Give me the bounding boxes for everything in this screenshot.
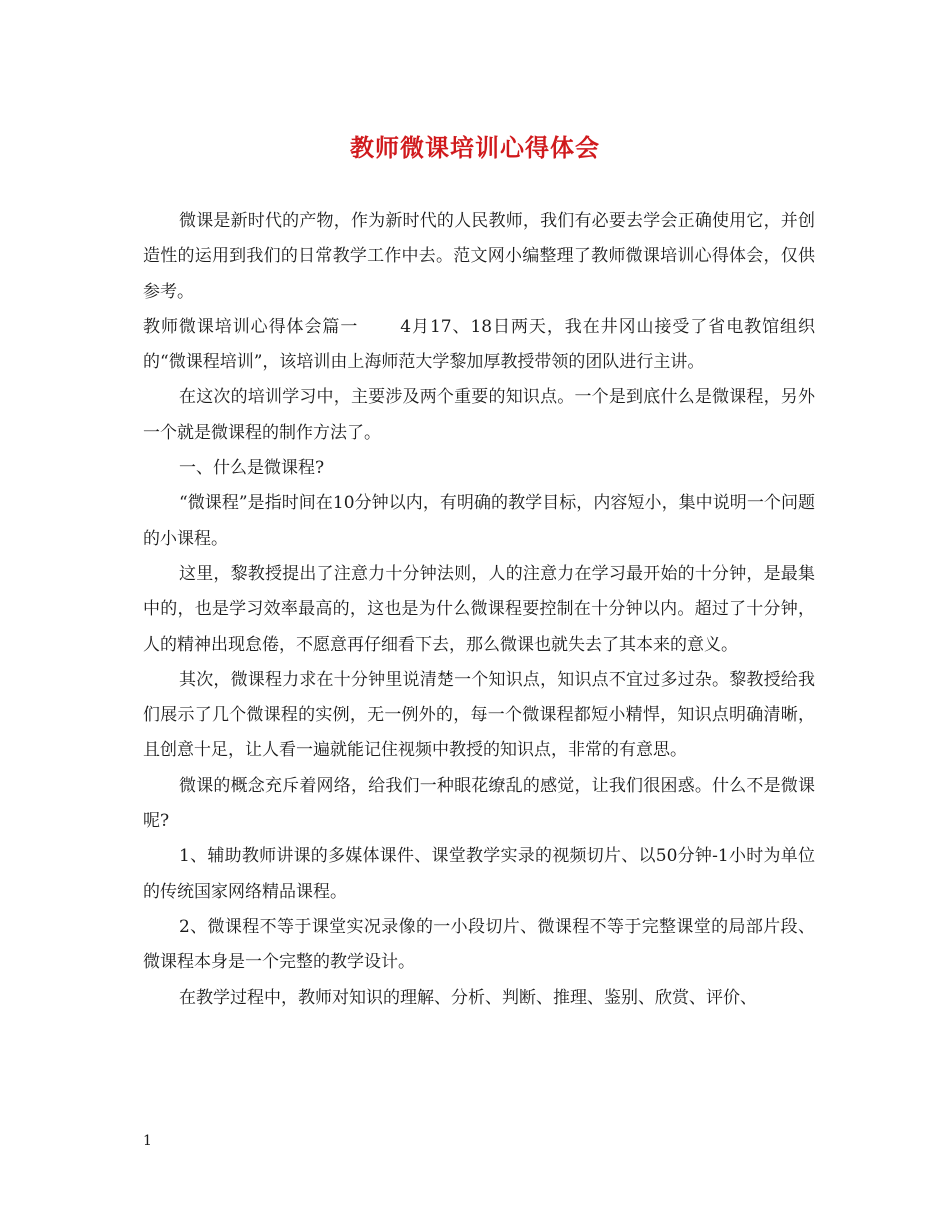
section-text: 4月17、18日两天，我在井冈山接受了省电教馆组织的“微课程培训”，该培训由上海师范大学黎加厚教授带领的团队进行主讲。 — [143, 316, 815, 373]
document-title: 教师微课培训心得体会 — [350, 133, 600, 162]
body-paragraph: 在这次的培训学习中，主要涉及两个重要的知识点。一个是到底什么是微课程，另外一个就是微课程的制作方法了。 — [143, 387, 815, 443]
page-number: 1 — [143, 1133, 152, 1149]
heading-what-is-micro-course: 一、什么是微课程? — [179, 458, 325, 479]
document-body — [143, 204, 815, 1016]
body-paragraph: 其次，微课程力求在十分钟里说清楚一个知识点，知识点不宜过多过杂。黎教授给我们展示了几个微课程的实例，无一例外的，每一个微课程都短小精悍，知识点明确清晰，且创意十足，让人看一遍就能记住视频中教授的知识点，非常的有意思。 — [143, 669, 815, 761]
body-paragraph: 在教学过程中，教师对知识的理解、分析、判断、推理、鉴别、欣赏、评价、 — [179, 987, 757, 1008]
intro-paragraph: 微课是新时代的产物，作为新时代的人民教师，我们有必要去学会正确使用它，并创造性的运用到我们的日常教学工作中去。范文网小编整理了教师微课培训心得体会，仅供参考。 — [143, 211, 815, 302]
section-heading: 教师微课培训心得体会篇一 — [143, 316, 359, 337]
list-item: 2、微课程不等于课堂实况录像的一小段切片、微课程不等于完整课堂的局部片段、微课程本身是一个完整的教学设计。 — [143, 916, 815, 973]
section-one-paragraph — [143, 310, 815, 381]
list-item: 1、辅助教师讲课的多媒体课件、课堂教学实录的视频切片、以50分钟-1小时为单位的传统国家网络精品课程。 — [143, 846, 815, 902]
body-paragraph: 微课的概念充斥着网络，给我们一种眼花缭乱的感觉，让我们很困惑。什么不是微课呢? — [143, 775, 815, 832]
body-paragraph: “微课程”是指时间在10分钟以内，有明确的教学目标，内容短小，集中说明一个问题的小课程。 — [143, 493, 815, 549]
body-paragraph: 这里，黎教授提出了注意力十分钟法则，人的注意力在学习最开始的十分钟，是最集中的，也是学习效率最高的，这也是为什么微课程要控制在十分钟以内。超过了十分钟，人的精神出现怠倦，不愿意再仔细看下去，那么微课也就失去了其本来的意义。 — [143, 563, 815, 655]
